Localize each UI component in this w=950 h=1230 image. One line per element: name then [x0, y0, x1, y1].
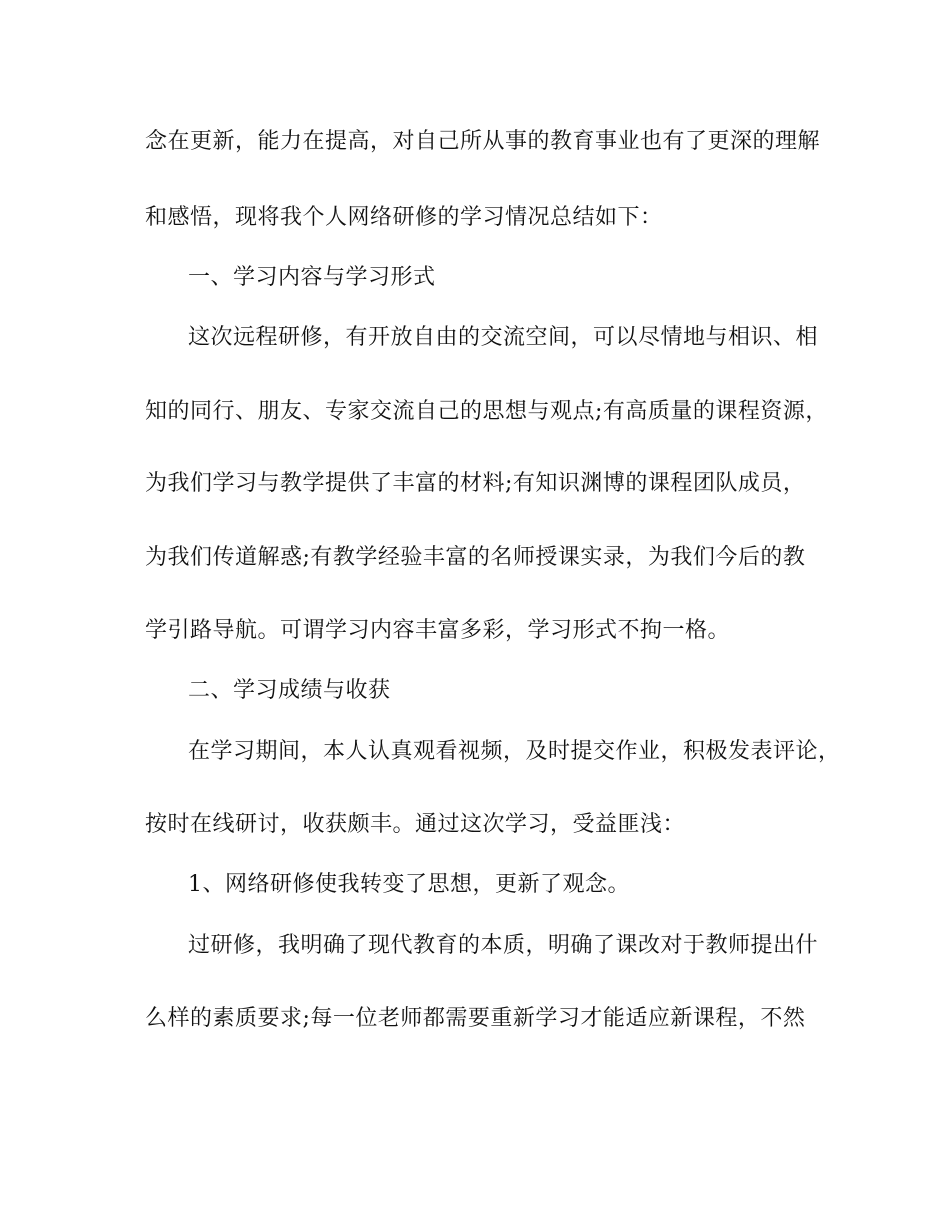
text-line-1: 念在更新，能力在提高，对自己所从事的教育事业也有了更深的理解 [145, 129, 821, 154]
text-line-2: 和感悟，现将我个人网络研修的学习情况总结如下： [145, 205, 663, 230]
text-line-7: 为我们传道解惑;有教学经验丰富的名师授课实录，为我们今后的教 [145, 545, 806, 570]
text-line-11: 按时在线研讨，收获颇丰。通过这次学习，受益匪浅： [145, 812, 686, 837]
text-line-13: 过研修，我明确了现代教育的本质，明确了课改对于教师提出什 [188, 933, 819, 958]
text-line-6: 为我们学习与教学提供了丰富的材料;有知识渊博的课程团队成员， [145, 471, 806, 496]
section-heading-2: 二、学习成绩与收获 [188, 678, 391, 703]
text-line-10: 在学习期间，本人认真观看视频，及时提交作业，积极发表评论， [188, 739, 841, 764]
text-line-14: 么样的素质要求;每一位老师都需要重新学习才能适应新课程，不然 [145, 1006, 806, 1031]
subsection-heading-1: 1、网络研修使我转变了思想，更新了观念。 [188, 872, 630, 897]
section-heading-1: 一、学习内容与学习形式 [188, 265, 436, 290]
text-line-8: 学引路导航。可谓学习内容丰富多彩，学习形式不拘一格。 [145, 618, 731, 643]
text-line-4: 这次远程研修，有开放自由的交流空间，可以尽情地与相识、相 [188, 325, 819, 350]
text-line-5: 知的同行、朋友、专家交流自己的思想与观点;有高质量的课程资源， [145, 399, 828, 424]
